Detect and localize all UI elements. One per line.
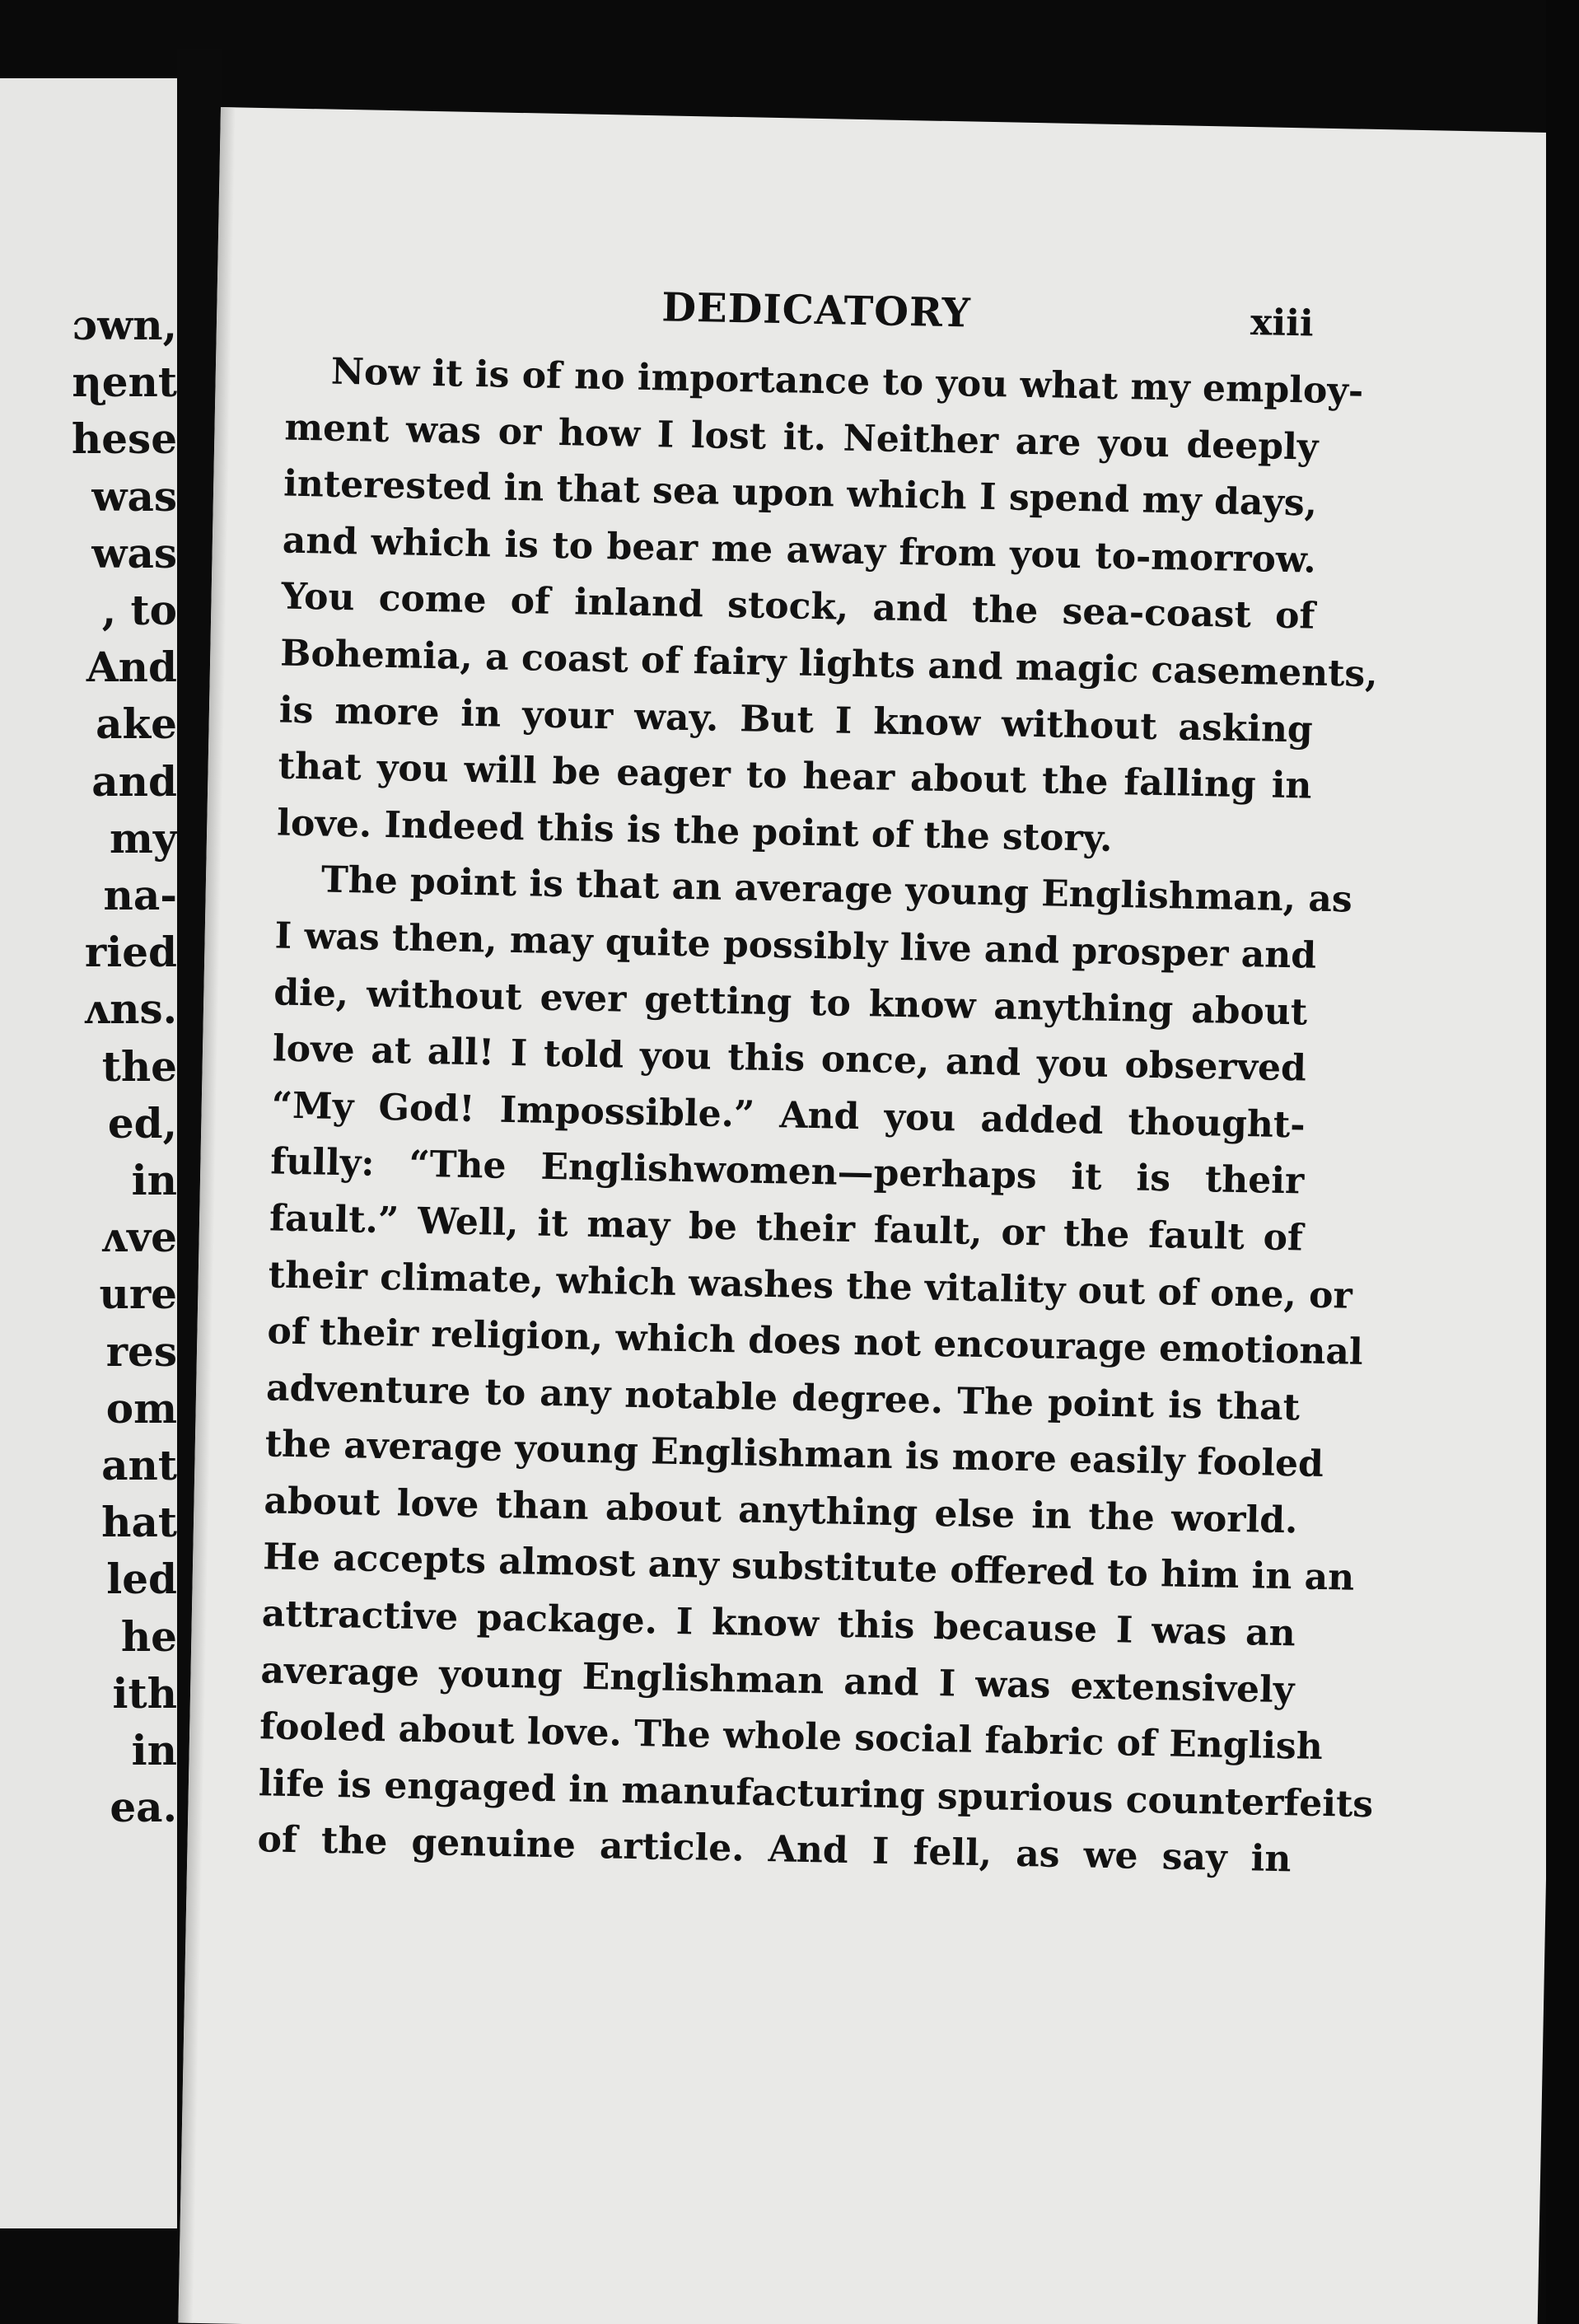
facing-page-line: in — [131, 1726, 177, 1775]
text-line: about love than about anything else in the world. — [264, 1480, 1298, 1542]
facing-page-line: om — [105, 1383, 177, 1433]
facing-page-line: ʌns. — [83, 984, 177, 1034]
facing-page-line: ant — [101, 1441, 177, 1490]
facing-page-line: was — [91, 528, 177, 577]
text-line: fully: “The Englishwomen—perhaps it is their — [269, 1140, 1305, 1203]
text-line: average young Englishman and I was extensively — [260, 1648, 1295, 1712]
text-line: adventure to any notable degree. The point is that — [265, 1367, 1301, 1429]
facing-page-line: And — [86, 643, 177, 692]
body-text — [257, 344, 1379, 1889]
text-line: Now it is of no importance to you what my employ- — [330, 350, 1364, 413]
facing-page-line: and — [91, 756, 177, 806]
book-page — [178, 107, 1579, 2324]
text-line: love at all! I told you this once, and you observed — [272, 1027, 1307, 1090]
facing-page-line: ɳent — [72, 358, 177, 407]
page-number: xiii — [1250, 302, 1315, 345]
text-line: attractive package. I know this because I was an — [261, 1592, 1296, 1655]
text-line: “My God! Impossible.” And you added thought- — [271, 1084, 1306, 1147]
facing-page-line: the — [101, 1041, 177, 1091]
text-line: Bohemia, a coast of fairy lights and magic casements, — [279, 632, 1379, 696]
facing-page-line: ʌve — [100, 1213, 177, 1262]
facing-page-line: ed, — [107, 1098, 177, 1148]
text-line: life is engaged in manufacturing spurious counterfeits — [258, 1762, 1374, 1826]
text-line: ment was or how I lost it. Neither are you deeply — [284, 406, 1319, 469]
text-line: that you will be eager to hear about the falling in — [278, 745, 1312, 807]
text-line: of their religion, which does not encourage emotional — [266, 1310, 1364, 1373]
facing-page-line: in — [131, 1156, 177, 1205]
text-line: You come of inland stock, and the sea-coast of — [281, 575, 1315, 638]
text-line: die, without ever getting to know anything about — [273, 970, 1308, 1034]
text-line: is more in your way. But I know without asking — [278, 689, 1314, 751]
running-head: DEDICATORY — [661, 284, 972, 337]
facing-page-line: hese — [71, 414, 177, 464]
facing-page-line: my — [110, 813, 177, 863]
facing-page-line: ith — [112, 1668, 177, 1718]
facing-page-line: ea. — [110, 1783, 177, 1832]
facing-page-line: he — [120, 1611, 177, 1661]
facing-page-line: ɔwn, — [72, 301, 177, 349]
facing-page-text — [72, 297, 177, 1835]
facing-page-line: ried — [84, 928, 177, 977]
scan-border-right — [1546, 0, 1579, 2324]
text-line: He accepts almost any substitute offered to him in an — [262, 1536, 1355, 1600]
facing-page-line: ure — [99, 1270, 177, 1319]
text-line: love. Indeed this is the point of the story. — [276, 802, 1114, 860]
facing-page-line: res — [105, 1326, 177, 1376]
text-line: fooled about love. The whole social fabric of English — [259, 1705, 1324, 1769]
facing-page-line: led — [106, 1555, 177, 1604]
text-line: and which is to bear me away from you to-morrow. — [282, 519, 1317, 582]
text-line: The point is that an average young Englishman, as — [320, 858, 1353, 921]
text-line: I was then, may quite possibly live and prosper and — [274, 914, 1317, 977]
text-line: the average young Englishman is more easily fooled — [264, 1423, 1324, 1486]
facing-page-line: na- — [103, 871, 177, 920]
text-line: their climate, which washes the vitality out of one, or — [268, 1253, 1353, 1317]
text-line: interested in that sea upon which I spend my days, — [283, 462, 1318, 525]
facing-page-left — [0, 78, 177, 2228]
facing-page-line: hat — [101, 1498, 177, 1547]
text-line: fault.” Well, it may be their fault, or the fault of — [269, 1197, 1304, 1260]
facing-page-line: was — [91, 471, 177, 521]
text-line: of the genuine article. And I fell, as we say in — [257, 1818, 1292, 1881]
facing-page-line: ake — [96, 699, 177, 749]
facing-page-line: , to — [101, 586, 177, 635]
